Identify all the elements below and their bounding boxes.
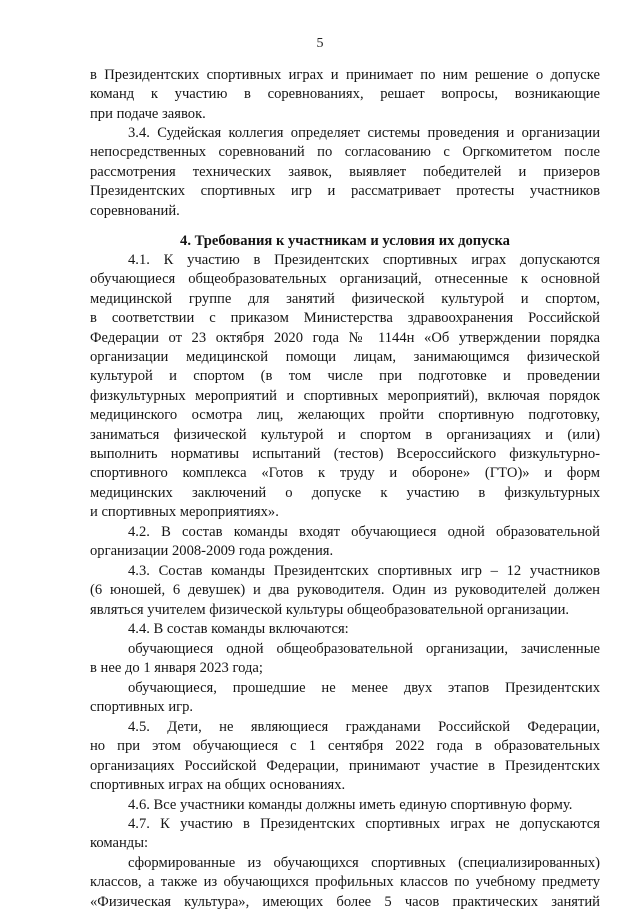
paragraph-4-4-item-1: [90, 640, 600, 679]
text-line: непосредственных соревнований по согласованию с Оргкомитетом после: [90, 144, 600, 161]
text-line: обучающиеся одной общеобразовательной организации, зачисленные: [128, 641, 600, 657]
text-line: 4.6. Все участники команды должны иметь единую спортивную форму.: [128, 797, 573, 813]
text-line: организации медицинской помощи лицам, занимающимся физической: [90, 349, 600, 366]
paragraph-continuation: [90, 66, 600, 124]
text-line: 4.1. К участию в Президентских спортивных играх допускаются: [128, 252, 600, 268]
text-line: медицинского осмотра лиц, желающих пройти спортивную подготовку,: [90, 407, 600, 424]
text-line: Федерации от 23 октября 2020 года № 1144н «Об утверждении порядка: [90, 329, 600, 346]
text-line: и спортивных мероприятиях».: [90, 504, 279, 521]
text-line: физкультурных мероприятий и спортивных мероприятий), включая порядок: [90, 387, 600, 404]
paragraph-4-6: [90, 796, 600, 815]
text-line: спортивных играх на общих основаниях.: [90, 777, 346, 794]
text-line: команд к участию в соревнованиях, решает вопросы, возникающие: [90, 86, 600, 103]
paragraph-4-2: [90, 523, 600, 562]
text-line: 3.4. Судейская коллегия определяет системы проведения и организации: [128, 125, 600, 141]
text-line: при подаче заявок.: [90, 105, 206, 122]
text-line: сформированные из обучающихся спортивных (специализированных): [128, 855, 600, 871]
text-line: медицинской группе для занятий физической культурой и спортом,: [90, 290, 600, 307]
text-line: в нее до 1 января 2023 года;: [90, 660, 263, 677]
text-line: культурой и спортом (в том числе при подготовке и проведении: [90, 368, 600, 385]
text-line: «Физическая культура», имеющих более 5 часов практических занятий: [90, 893, 600, 910]
text-line: организациях Российской Федерации, принимают участие в Президентских: [90, 757, 600, 774]
page-number: 5: [316, 36, 324, 51]
text-line: рассмотрения технических заявок, выявляет победителей и призеров: [90, 163, 600, 180]
text-line: 4.3. Состав команды Президентских спортивных игр – 12 участников: [128, 563, 600, 579]
text-line: спортивных игр.: [90, 699, 194, 716]
text-line: 4.4. В состав команды включаются:: [128, 621, 349, 637]
text-line: в соответствии с приказом Министерства здравоохранения Российской: [90, 310, 600, 327]
text-line: классов, а также из обучающихся профильных классов по учебному предмету: [90, 874, 600, 891]
paragraph-4-4: [90, 620, 600, 639]
text-line: медицинских заключений о допуске к участию в физкультурных: [90, 484, 600, 501]
section-heading-block: [90, 232, 600, 251]
text-line: Президентских спортивных игр и рассматривает протесты участников: [90, 183, 600, 200]
text-line: (6 юношей, 6 девушек) и два руководителя. Один из руководителей должен: [90, 582, 600, 599]
paragraph-4-3: [90, 562, 600, 620]
text-line: заниматься физической культурой и спортом в организациях и (или): [90, 426, 600, 443]
text-line: спортивного комплекса «Готов к труду и обороне» (ГТО)» и форм: [90, 465, 600, 482]
text-line: являться учителем физической культуры общеобразовательной организации.: [90, 601, 570, 618]
paragraph-3-4: [90, 124, 600, 221]
text-line: 4.5. Дети, не являющиеся гражданами Российской Федерации,: [128, 719, 600, 735]
paragraph-4-1: [90, 251, 600, 523]
section-heading: 4. Требования к участникам и условия их допуска: [180, 233, 510, 249]
text-line: обучающиеся, прошедшие не менее двух этапов Президентских: [128, 680, 600, 696]
paragraph-4-5: [90, 718, 600, 796]
text-line: 4.7. К участию в Президентских спортивных играх не допускаются: [128, 816, 600, 832]
paragraph-4-4-item-2: [90, 679, 600, 718]
text-line: но при этом обучающиеся с 1 сентября 2022 года в образовательных: [90, 738, 600, 755]
text-line: 4.2. В состав команды входят обучающиеся одной образовательной: [128, 524, 600, 540]
paragraph-4-7-item-1: [90, 854, 600, 912]
text-line: выполнить нормативы испытаний (тестов) Всероссийского физкультурно-: [90, 446, 600, 463]
text-line: в Президентских спортивных играх и принимает по ним решение о допуске: [90, 67, 600, 83]
paragraph-4-7: [90, 815, 600, 854]
text-line: обучающиеся общеобразовательных организаций, отнесенные к основной: [90, 271, 600, 288]
text-line: организации 2008-2009 года рождения.: [90, 543, 334, 560]
text-line: соревнований.: [90, 202, 180, 219]
text-line: команды:: [90, 835, 149, 852]
